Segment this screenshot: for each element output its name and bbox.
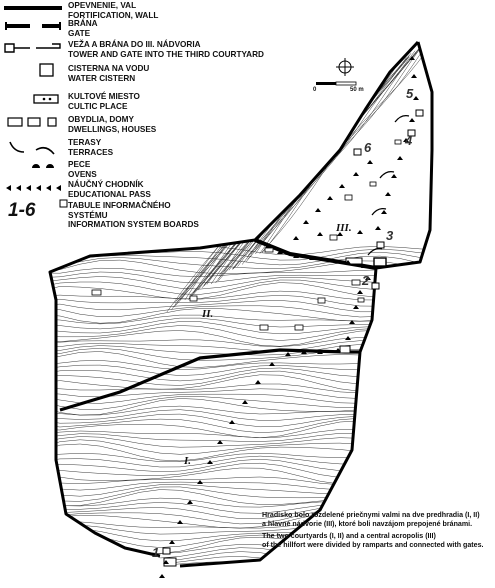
legend-cult-symbol (34, 95, 58, 103)
path-marker (357, 230, 363, 234)
board-number-1: 1 (152, 545, 160, 560)
legend-tower: VEŽA A BRÁNA DO III. NÁDVORIA TOWER AND GATE INTO THE THIRD COURTYARD (68, 40, 264, 59)
caption-en-line2: of the hillfort were divided by ramparts and connected with gates. (262, 540, 484, 549)
path-marker (293, 236, 299, 240)
path-marker (269, 362, 275, 366)
path-marker (391, 174, 397, 178)
caption-sk-line2: a hlavné nádvorie (III), ktoré boli navzájom prepojené bránami. (262, 519, 473, 528)
path-marker (255, 380, 261, 384)
board-number-3: 3 (386, 228, 394, 243)
path-marker (367, 160, 373, 164)
scale-bar (316, 82, 356, 85)
legend-wall: OPEVNENIE, VAL FORTIFICATION, WALL (68, 1, 159, 20)
legend-path-symbol (6, 185, 61, 191)
legend-gate: BRÁNA GATE (68, 19, 98, 38)
legend-cult: KULTOVÉ MIESTO CULTIC PLACE (68, 92, 140, 111)
path-marker (242, 400, 248, 404)
courtyard-label-2: II. (202, 308, 214, 320)
legend-terraces: TERASY TERRACES (68, 138, 114, 157)
gate-marker (340, 346, 350, 353)
path-marker (327, 196, 333, 200)
board-number-5: 5 (406, 86, 414, 101)
north-arrow (336, 58, 354, 76)
caption-sk-line1: Hradisko bolo rozdelené priečnymi valmi na dve predhradia (I, II) (262, 511, 480, 519)
path-marker (375, 226, 381, 230)
board-number-4: 4 (405, 133, 413, 148)
legend-tower-symbol (5, 44, 60, 52)
legend-boards: TABULE INFORMAČNÉHO SYSTÉMU INFORMATION SYSTEM BOARDS (68, 201, 199, 230)
tower-gate-marker (374, 258, 386, 266)
path-marker (303, 220, 309, 224)
scale-start-label: 0 (313, 87, 317, 93)
path-marker (397, 156, 403, 160)
dwellings (92, 140, 401, 330)
scale-end-label: 50 m (350, 87, 364, 93)
path-marker (381, 210, 387, 214)
path-marker (413, 96, 419, 100)
path-marker (187, 500, 193, 504)
path-marker (357, 290, 363, 294)
path-marker (339, 184, 345, 188)
legend-dwelling-symbol (8, 118, 22, 126)
legend-board-symbol (60, 200, 67, 207)
courtyard-label-3: III. (336, 222, 352, 234)
legend-symbols (4, 8, 67, 207)
map-caption (262, 511, 492, 549)
legend-board-range: 1-6 (8, 200, 36, 221)
legend-path: NÁUČNÝ CHODNÍK EDUCATIONAL PASS (68, 180, 151, 199)
path-marker (229, 420, 235, 424)
legend-cistern: CISTERNA NA VODU WATER CISTERN (68, 64, 150, 83)
legend-dwellings: OBYDLIA, DOMY DWELLINGS, HOUSES (68, 115, 157, 134)
path-marker (411, 74, 417, 78)
path-marker (159, 574, 165, 578)
board-number-6: 6 (364, 140, 372, 155)
educational-path (159, 56, 419, 578)
legend-terrace-symbol (10, 142, 24, 152)
legend-cistern-symbol (40, 64, 53, 76)
caption-en-line1: The two courtyards (I, II) and a central acropolis (III) (262, 532, 436, 541)
board-number-2: 2 (362, 273, 370, 288)
path-marker (385, 192, 391, 196)
legend-ovens: PECE OVENS (68, 160, 97, 179)
path-marker (353, 172, 359, 176)
rampart-courtyard-1-2 (60, 350, 360, 410)
legend-oven-symbol (32, 164, 54, 168)
path-marker (197, 480, 203, 484)
path-marker (315, 208, 321, 212)
courtyard-label-1: I. (184, 455, 192, 467)
info-boards (163, 110, 423, 554)
path-marker (409, 118, 415, 122)
path-marker (317, 232, 323, 236)
path-marker (177, 520, 183, 524)
